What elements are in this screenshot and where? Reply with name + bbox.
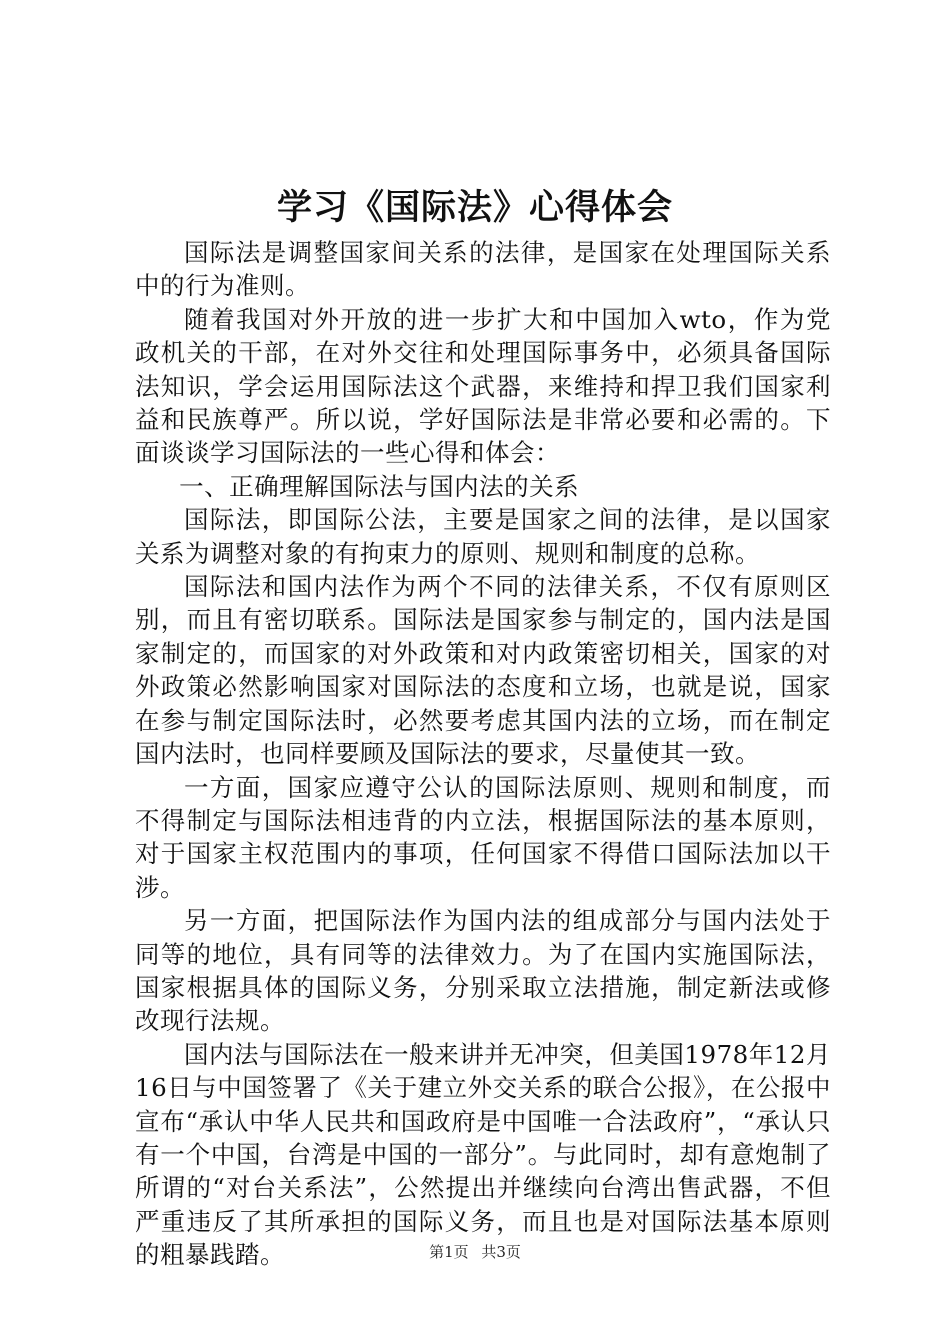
document-body bbox=[135, 236, 831, 1272]
paragraph-background: 随着我国对外开放的进一步扩大和中国加入wto，作为党政机关的干部，在对外交往和处理国际事务中，必须具备国际法知识，学会运用国际法这个武器，来维持和捍卫我们国家利益和民族尊严。所以说，学好国际法是非常必要和必需的。下面谈谈学习国际法的一些心得和体会： bbox=[135, 304, 831, 468]
page-total: 共3页 bbox=[481, 1243, 521, 1261]
paragraph-definition: 国际法，即国际公法，主要是国家之间的法律，是以国家关系为调整对象的有拘束力的原则、规则和制度的总称。 bbox=[135, 505, 831, 568]
paragraph-one-aspect: 一方面，国家应遵守公认的国际法原则、规则和制度，而不得制定与国际法相违背的内立法，根据国际法的基本原则，对于国家主权范围内的事项，任何国家不得借口国际法加以干涉。 bbox=[135, 772, 831, 902]
section-heading-1: 一、正确理解国际法与国内法的关系 bbox=[179, 471, 580, 501]
page-footer bbox=[0, 1242, 950, 1262]
paragraph-example: 国内法与国际法在一般来讲并无冲突，但美国1978年12月16日与中国签署了《关于建立外交关系的联合公报》，在公报中宣布“承认中华人民共和国政府是中国唯一合法政府”，“承认只有一个中国，台湾是中国的一部分”。与此同时，却有意炮制了所谓的“对台关系法”，公然提出并继续向台湾出售武器，不但严重违反了其所承担的国际义务，而且也是对国际法基本原则的粗暴践踏。 bbox=[135, 1039, 831, 1270]
paragraph-intro: 国际法是调整国家间关系的法律，是国家在处理国际关系中的行为准则。 bbox=[135, 238, 831, 301]
page-number: 第1页 bbox=[429, 1243, 469, 1261]
paragraph-other-aspect: 另一方面，把国际法作为国内法的组成部分与国内法处于同等的地位，具有同等的法律效力。为了在国内实施国际法，国家根据具体的国际义务，分别采取立法措施，制定新法或修改现行法规。 bbox=[135, 906, 831, 1036]
document-title: 学习《国际法》心得体会 bbox=[276, 187, 673, 228]
paragraph-relationship: 国际法和国内法作为两个不同的法律关系，不仅有原则区别，而且有密切联系。国际法是国家参与制定的，国内法是国家制定的，而国家的对外政策和对内政策密切相关，国家的对外政策必然影响国家对国际法的态度和立场，也就是说，国家在参与制定国际法时，必然要考虑其国内法的立场，而在制定国内法时，也同样要顾及国际法的要求，尽量使其一致。 bbox=[135, 572, 831, 769]
